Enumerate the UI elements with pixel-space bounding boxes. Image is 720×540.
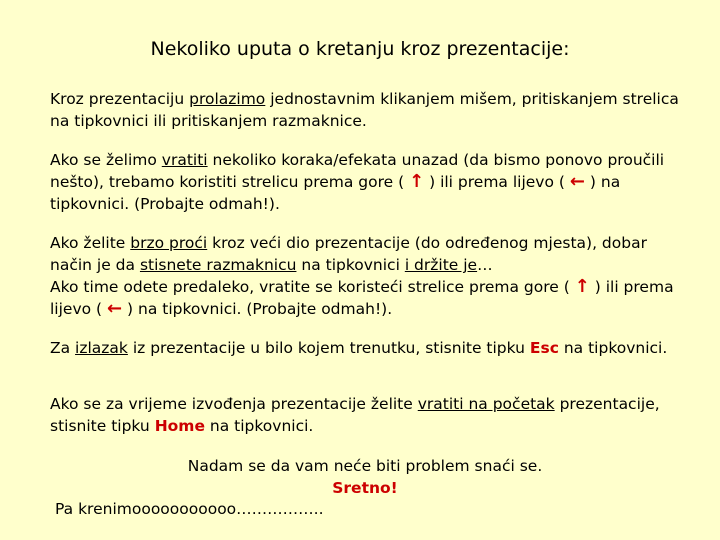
final-line: Pa krenimooooooooooo…………….. <box>55 500 324 518</box>
underlined-term: brzo proći <box>130 234 208 252</box>
underlined-term: vratiti <box>161 151 208 169</box>
underlined-term: vratiti na početak <box>417 395 555 413</box>
slide-title: Nekoliko uputa o kretanju kroz prezentacije: <box>150 38 570 60</box>
paragraph-home: Ako se za vrijeme izvođenja prezentacije želite vratiti na početak prezentacije, stisnite tipku Home na tipkovnici. <box>50 395 660 435</box>
underlined-term: izlazak <box>75 339 128 357</box>
arrow-left-icon: ← <box>569 171 585 192</box>
home-key-label: Home <box>154 417 205 435</box>
good-luck-text: Sretno! <box>332 479 398 497</box>
esc-key-label: Esc <box>529 339 559 357</box>
paragraph-navigation: Kroz prezentaciju prolazimo jednostavnim klikanjem mišem, pritiskanjem strelica na tipkovnici ili pritiskanjem razmaknice. <box>50 90 679 130</box>
paragraph-exit: Za izlazak iz prezentacije u bilo kojem trenutku, stisnite tipku Esc na tipkovnici. <box>50 339 668 357</box>
underlined-term: stisnete razmaknicu <box>139 256 297 274</box>
underlined-term: prolazimo <box>189 90 266 108</box>
underlined-term: i držite je <box>404 256 478 274</box>
arrow-up-icon: ↑ <box>409 171 425 192</box>
arrow-left-icon: ← <box>107 298 123 319</box>
paragraph-fast-forward: Ako želite brzo proći kroz veći dio prezentacije (do određenog mjesta), dobar način je da stisnete razmaknicu na tipkovnici i držite je… Ako time odete predaleko, vratite se koristeći strelice prema gore ( ↑ ) ili prema lijevo ( ← ) na tipkovnici. (Probajte odmah!). <box>50 234 674 319</box>
closing-text: Nadam se da vam neće biti problem snaći se. <box>187 457 543 475</box>
paragraph-go-back: Ako se želimo vratiti nekoliko koraka/efekata unazad (da bismo ponovo proučili nešto), trebamo koristiti strelicu prema gore ( ↑ ) ili prema lijevo ( ← ) na tipkovnici. (Probajte odmah!). <box>50 151 665 213</box>
arrow-up-icon: ↑ <box>574 276 590 297</box>
